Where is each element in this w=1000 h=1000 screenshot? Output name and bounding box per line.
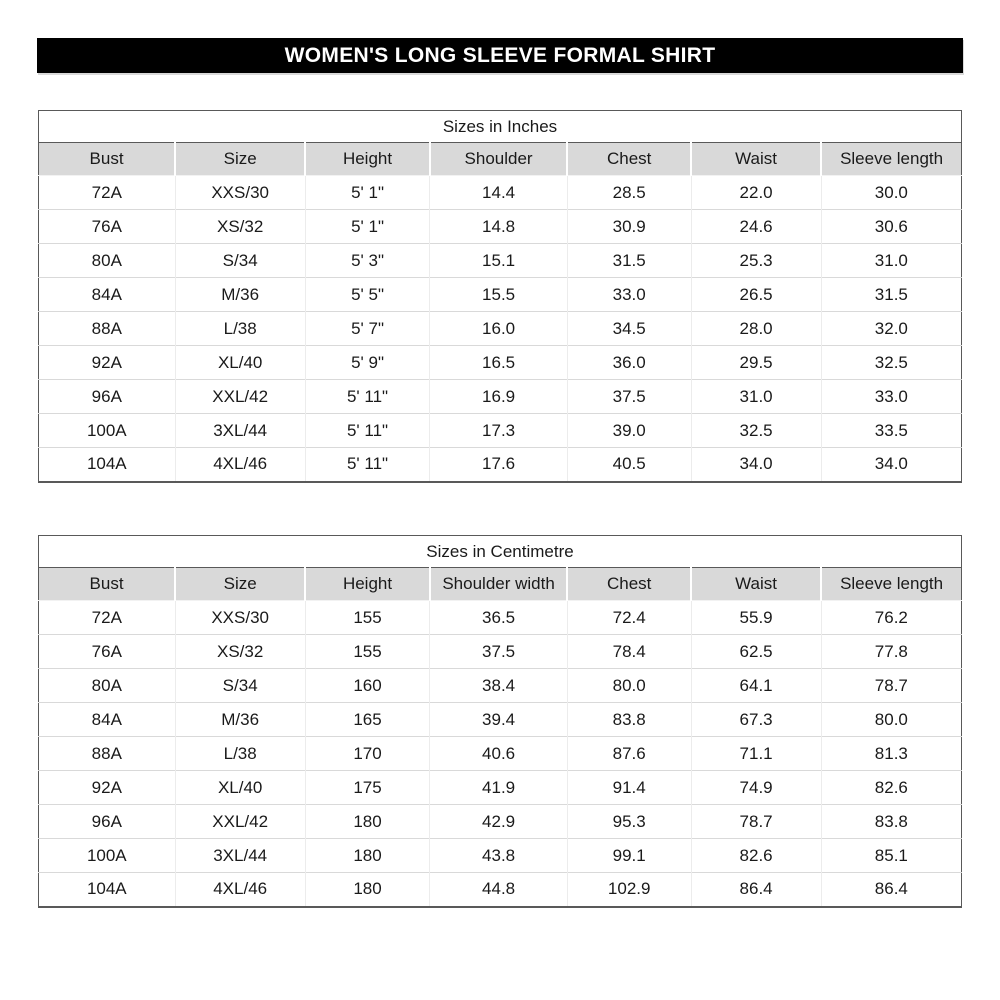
table-cell: 72A bbox=[39, 176, 176, 210]
table-cell: 80A bbox=[39, 669, 176, 703]
table-cell: 180 bbox=[305, 873, 430, 907]
table-cell: 180 bbox=[305, 805, 430, 839]
table-cell: 42.9 bbox=[430, 805, 568, 839]
table-cell: 88A bbox=[39, 737, 176, 771]
table-cell: 92A bbox=[39, 771, 176, 805]
table-cell: 170 bbox=[305, 737, 430, 771]
table-cell: 30.0 bbox=[821, 176, 961, 210]
table-cell: 3XL/44 bbox=[175, 839, 305, 873]
table-cell: 180 bbox=[305, 839, 430, 873]
table-cell: 16.0 bbox=[430, 312, 568, 346]
table-cell: 34.5 bbox=[567, 312, 691, 346]
table-cell: 36.5 bbox=[430, 601, 568, 635]
table-cell: 99.1 bbox=[567, 839, 691, 873]
table-cell: 16.5 bbox=[430, 346, 568, 380]
column-header: Chest bbox=[567, 568, 691, 601]
table-cell: 72A bbox=[39, 601, 176, 635]
table-cell: XXL/42 bbox=[175, 380, 305, 414]
table-cell: 74.9 bbox=[691, 771, 821, 805]
table-cell: 37.5 bbox=[430, 635, 568, 669]
table-cell: 91.4 bbox=[567, 771, 691, 805]
sizes-in-centimetre-table bbox=[38, 535, 962, 908]
table-cell: 38.4 bbox=[430, 669, 568, 703]
column-header: Waist bbox=[691, 143, 821, 176]
table-cell: 37.5 bbox=[567, 380, 691, 414]
table-cell: 40.6 bbox=[430, 737, 568, 771]
table-cell: XL/40 bbox=[175, 346, 305, 380]
table-cell: 78.7 bbox=[691, 805, 821, 839]
table-cell: 84A bbox=[39, 703, 176, 737]
table-cell: 155 bbox=[305, 635, 430, 669]
table-cell: 92A bbox=[39, 346, 176, 380]
table-cell: 26.5 bbox=[691, 278, 821, 312]
table-cell: 83.8 bbox=[567, 703, 691, 737]
page-title: WOMEN'S LONG SLEEVE FORMAL SHIRT bbox=[284, 43, 716, 67]
table-cell: 88A bbox=[39, 312, 176, 346]
table-cell: 82.6 bbox=[691, 839, 821, 873]
table-cell: 76A bbox=[39, 210, 176, 244]
table-cell: 22.0 bbox=[691, 176, 821, 210]
column-header: Shoulder bbox=[430, 143, 568, 176]
table-row bbox=[39, 771, 962, 805]
table-cell: XXL/42 bbox=[175, 805, 305, 839]
table-cell: 82.6 bbox=[821, 771, 961, 805]
table-cell: L/38 bbox=[175, 312, 305, 346]
table-cell: 25.3 bbox=[691, 244, 821, 278]
table-cell: 5' 11" bbox=[305, 414, 430, 448]
table-cell: L/38 bbox=[175, 737, 305, 771]
table-cell: 85.1 bbox=[821, 839, 961, 873]
column-header: Chest bbox=[567, 143, 691, 176]
table-row bbox=[39, 448, 962, 482]
table-row bbox=[39, 601, 962, 635]
table-cell: M/36 bbox=[175, 703, 305, 737]
table-cell: 16.9 bbox=[430, 380, 568, 414]
table-cell: 17.3 bbox=[430, 414, 568, 448]
table-cell: 44.8 bbox=[430, 873, 568, 907]
sizes-in-inches-table bbox=[38, 110, 962, 483]
table-cell: XS/32 bbox=[175, 635, 305, 669]
table-cell: XXS/30 bbox=[175, 601, 305, 635]
table-cell: 55.9 bbox=[691, 601, 821, 635]
table-cell: 32.5 bbox=[821, 346, 961, 380]
table-cell: 80.0 bbox=[821, 703, 961, 737]
column-header: Size bbox=[175, 568, 305, 601]
column-header: Sleeve length bbox=[821, 143, 961, 176]
table-cell: 15.5 bbox=[430, 278, 568, 312]
table-cell: 5' 1" bbox=[305, 176, 430, 210]
table-cell: 32.5 bbox=[691, 414, 821, 448]
column-header: Height bbox=[305, 143, 430, 176]
table-cell: 86.4 bbox=[821, 873, 961, 907]
table-cell: XL/40 bbox=[175, 771, 305, 805]
column-header: Bust bbox=[39, 568, 176, 601]
table-cell: 102.9 bbox=[567, 873, 691, 907]
table-cell: 24.6 bbox=[691, 210, 821, 244]
column-header: Waist bbox=[691, 568, 821, 601]
table-cell: 40.5 bbox=[567, 448, 691, 482]
table-title: Sizes in Centimetre bbox=[39, 536, 962, 568]
table-cell: 17.6 bbox=[430, 448, 568, 482]
table-cell: 100A bbox=[39, 414, 176, 448]
table-cell: 5' 1" bbox=[305, 210, 430, 244]
table-cell: 5' 5" bbox=[305, 278, 430, 312]
column-header: Shoulder width bbox=[430, 568, 568, 601]
table-row bbox=[39, 176, 962, 210]
table-cell: 78.4 bbox=[567, 635, 691, 669]
table-cell: 62.5 bbox=[691, 635, 821, 669]
table-cell: 14.8 bbox=[430, 210, 568, 244]
table-cell: 5' 11" bbox=[305, 448, 430, 482]
table-cell: 80.0 bbox=[567, 669, 691, 703]
table-cell: 67.3 bbox=[691, 703, 821, 737]
table-cell: 30.9 bbox=[567, 210, 691, 244]
table-cell: 15.1 bbox=[430, 244, 568, 278]
table-cell: 33.0 bbox=[821, 380, 961, 414]
table-row bbox=[39, 669, 962, 703]
table-row bbox=[39, 346, 962, 380]
table-cell: S/34 bbox=[175, 244, 305, 278]
table-cell: 5' 11" bbox=[305, 380, 430, 414]
table-cell: 28.5 bbox=[567, 176, 691, 210]
table-cell: 39.4 bbox=[430, 703, 568, 737]
size-table bbox=[38, 535, 962, 908]
table-cell: 4XL/46 bbox=[175, 873, 305, 907]
table-cell: 31.5 bbox=[567, 244, 691, 278]
table-cell: 34.0 bbox=[691, 448, 821, 482]
table-cell: 32.0 bbox=[821, 312, 961, 346]
table-cell: 41.9 bbox=[430, 771, 568, 805]
table-row bbox=[39, 210, 962, 244]
table-cell: 14.4 bbox=[430, 176, 568, 210]
table-cell: 29.5 bbox=[691, 346, 821, 380]
table-cell: 72.4 bbox=[567, 601, 691, 635]
table-cell: 5' 7" bbox=[305, 312, 430, 346]
column-header: Bust bbox=[39, 143, 176, 176]
table-cell: 28.0 bbox=[691, 312, 821, 346]
table-title: Sizes in Inches bbox=[39, 111, 962, 143]
table-cell: 96A bbox=[39, 805, 176, 839]
table-cell: 5' 9" bbox=[305, 346, 430, 380]
table-cell: 86.4 bbox=[691, 873, 821, 907]
table-cell: 175 bbox=[305, 771, 430, 805]
table-cell: 36.0 bbox=[567, 346, 691, 380]
column-header: Sleeve length bbox=[821, 568, 961, 601]
table-cell: 104A bbox=[39, 448, 176, 482]
table-cell: XS/32 bbox=[175, 210, 305, 244]
table-cell: 71.1 bbox=[691, 737, 821, 771]
table-cell: XXS/30 bbox=[175, 176, 305, 210]
table-cell: 30.6 bbox=[821, 210, 961, 244]
table-cell: 77.8 bbox=[821, 635, 961, 669]
table-cell: 31.5 bbox=[821, 278, 961, 312]
table-cell: 31.0 bbox=[691, 380, 821, 414]
table-row bbox=[39, 737, 962, 771]
table-row bbox=[39, 805, 962, 839]
page-title-banner bbox=[37, 38, 963, 73]
table-cell: 87.6 bbox=[567, 737, 691, 771]
table-cell: 76A bbox=[39, 635, 176, 669]
table-cell: 96A bbox=[39, 380, 176, 414]
table-cell: 78.7 bbox=[821, 669, 961, 703]
table-row bbox=[39, 635, 962, 669]
table-row bbox=[39, 873, 962, 907]
table-cell: 33.5 bbox=[821, 414, 961, 448]
table-cell: 104A bbox=[39, 873, 176, 907]
column-header: Size bbox=[175, 143, 305, 176]
table-cell: S/34 bbox=[175, 669, 305, 703]
table-cell: 160 bbox=[305, 669, 430, 703]
table-row bbox=[39, 312, 962, 346]
table-cell: 100A bbox=[39, 839, 176, 873]
table-cell: 3XL/44 bbox=[175, 414, 305, 448]
table-cell: M/36 bbox=[175, 278, 305, 312]
table-cell: 64.1 bbox=[691, 669, 821, 703]
table-cell: 81.3 bbox=[821, 737, 961, 771]
table-cell: 84A bbox=[39, 278, 176, 312]
table-cell: 4XL/46 bbox=[175, 448, 305, 482]
table-row bbox=[39, 703, 962, 737]
table-cell: 95.3 bbox=[567, 805, 691, 839]
table-row bbox=[39, 839, 962, 873]
table-cell: 31.0 bbox=[821, 244, 961, 278]
table-cell: 39.0 bbox=[567, 414, 691, 448]
table-cell: 155 bbox=[305, 601, 430, 635]
table-cell: 80A bbox=[39, 244, 176, 278]
table-cell: 43.8 bbox=[430, 839, 568, 873]
table-row bbox=[39, 380, 962, 414]
table-cell: 33.0 bbox=[567, 278, 691, 312]
table-cell: 76.2 bbox=[821, 601, 961, 635]
size-table bbox=[38, 110, 962, 483]
table-cell: 5' 3" bbox=[305, 244, 430, 278]
table-cell: 83.8 bbox=[821, 805, 961, 839]
column-header: Height bbox=[305, 568, 430, 601]
table-cell: 34.0 bbox=[821, 448, 961, 482]
table-cell: 165 bbox=[305, 703, 430, 737]
table-row bbox=[39, 278, 962, 312]
table-row bbox=[39, 244, 962, 278]
table-row bbox=[39, 414, 962, 448]
